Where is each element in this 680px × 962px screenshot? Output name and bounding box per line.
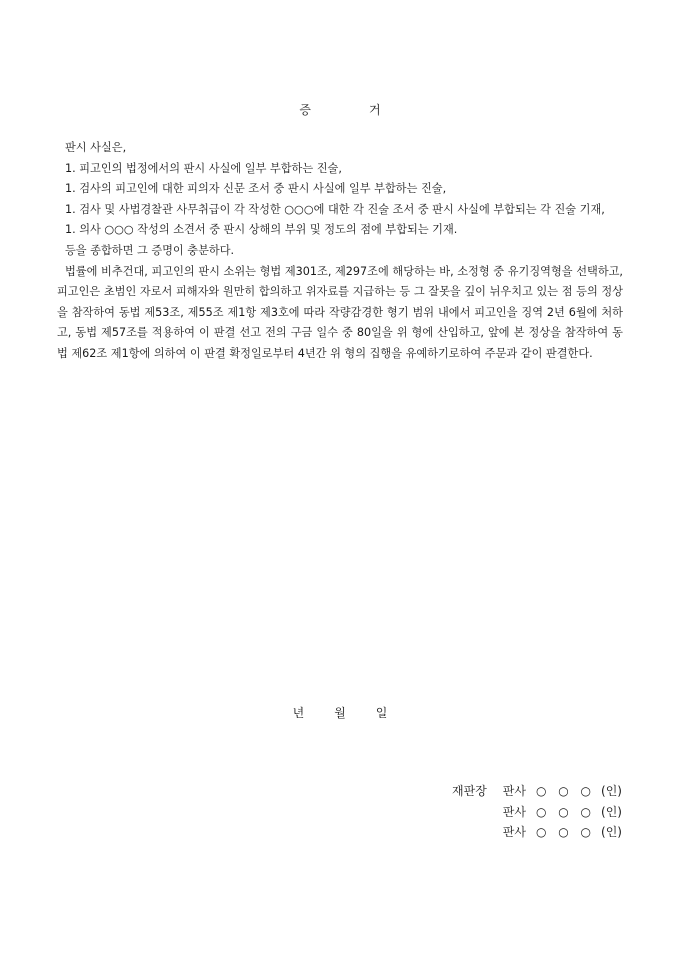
judge-name: ○ ○ ○ <box>535 784 592 798</box>
heading-char-1: 증 <box>299 103 311 117</box>
judge-name: ○ ○ ○ <box>535 804 592 819</box>
judge-signatures <box>452 781 622 843</box>
heading-char-2: 거 <box>369 103 381 117</box>
judge-seal: (인) <box>601 804 622 819</box>
date-day: 일 <box>375 706 388 720</box>
judge-role: 재판장 <box>452 784 487 798</box>
date-line <box>0 704 680 721</box>
judge-row <box>452 822 622 843</box>
evidence-item: 1. 검사 및 사법경찰관 사무취급이 각 작성한 ○○○에 대한 각 진술 조서 중 판시 사실에 부합되는 각 진술 기재, <box>65 202 605 216</box>
judge-title: 판사 <box>502 784 526 798</box>
section-heading <box>0 101 680 118</box>
sentencing-paragraph: 법률에 비추건대, 피고인의 판시 소위는 형법 제301조, 제297조에 해당하는 바, 소정형 중 유기징역형을 선택하고, 피고인은 초범인 자로서 피해자와 원만히 합의하고 위자료를 지급하는 등 그 잘못을 깊이 뉘우치고 있는 점 등의 정상을 참작하여 동법 제53조, 제55조 제1항 제3호에 따라 작량감경한 형기 범위 내에서 피고인을 징역 2년 6월에 처하고, 동법 제57조를 적용하여 이 판결 선고 전의 구금 일수 중 80일을 위 형에 산입하고, 앞에 본 정상을 참작하여 동법 제62조 제1항에 의하여 이 판결 확정일로부터 4년간 위 형의 집행을 유예하기로하여 주문과 같이 판결한다. <box>57 264 623 360</box>
judge-seal: (인) <box>601 784 622 798</box>
evidence-item: 1. 검사의 피고인에 대한 피의자 신문 조서 중 판시 사실에 일부 부합하는 진술, <box>65 182 447 196</box>
judge-row <box>452 781 622 802</box>
evidence-item: 1. 피고인의 법정에서의 판시 사실에 일부 부합하는 진술, <box>65 161 342 175</box>
judge-seal: (인) <box>601 825 622 839</box>
judge-title: 판사 <box>502 804 526 819</box>
evidence-intro: 판시 사실은, <box>65 141 127 154</box>
judge-row <box>452 802 622 823</box>
document-body <box>57 138 623 365</box>
date-month: 월 <box>334 706 346 720</box>
judge-title: 판사 <box>502 825 526 839</box>
evidence-conclusion: 등을 종합하면 그 증명이 충분하다. <box>65 243 235 257</box>
evidence-item: 1. 의사 ○○○ 작성의 소견서 중 판시 상해의 부위 및 정도의 점에 부합되는 기재. <box>65 223 458 237</box>
date-year: 년 <box>292 706 305 720</box>
judge-name: ○ ○ ○ <box>535 825 592 839</box>
